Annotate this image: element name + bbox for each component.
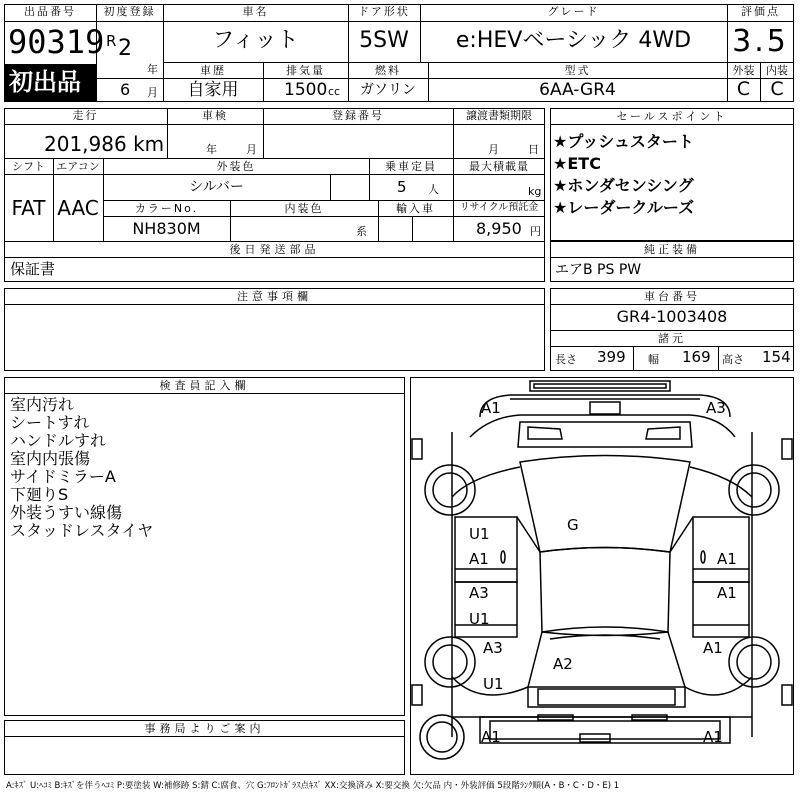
interior-grade-label: 内装	[766, 64, 788, 77]
history: 自家用	[187, 80, 239, 100]
exterior-grade-label: 外装	[732, 64, 755, 77]
mark-front-left: A1	[481, 399, 501, 417]
mark-right-front-door: A1	[717, 550, 737, 568]
mark-left-front-door-upper: U1	[469, 525, 490, 543]
capacity: 5	[397, 178, 407, 196]
recycle-unit: 円	[530, 225, 541, 238]
color-no: NH830M	[132, 219, 201, 238]
inspector-note: 室内汚れ	[10, 395, 75, 414]
inspector-note: シートすれ	[10, 413, 90, 432]
length-label: 長さ	[555, 353, 577, 366]
int-color-label: 内装色	[284, 202, 324, 215]
exterior-grade: C	[736, 78, 751, 100]
listing-number-label: 出品番号	[24, 5, 76, 18]
recycle-fee: 8,950	[476, 219, 522, 238]
width-label: 幅	[648, 353, 659, 366]
score: 3.5	[732, 24, 789, 59]
mark-rear-right: A1	[703, 728, 723, 746]
mark-roof-rear: A2	[553, 655, 573, 673]
inspector-note: スタッドレスタイヤ	[10, 521, 154, 540]
car-outline-diagram	[410, 377, 794, 775]
door-label: ドア形状	[358, 5, 410, 18]
recycle-label: リサイクル預託金	[459, 202, 539, 213]
mark-right-rear-door: A1	[717, 584, 737, 602]
mark-left-rear-door-lower: U1	[469, 610, 490, 628]
height-label: 高さ	[722, 353, 744, 366]
transfer-month-unit: 月	[488, 143, 499, 156]
first-listing-text: 初出品	[9, 68, 81, 96]
transfer-label: 譲渡書類期限	[466, 109, 532, 122]
first-listing-badge	[5, 64, 96, 101]
inspector-note: 下廻りS	[10, 485, 69, 504]
history-label: 車歴	[200, 64, 226, 77]
inspector-notes	[10, 396, 153, 540]
fuel-label: 燃料	[375, 64, 401, 77]
inspector-note: サイドミラーA	[10, 467, 116, 486]
month: 6	[120, 80, 131, 99]
chassis-number: GR4-1003408	[616, 307, 728, 326]
first-reg-label: 初度登録	[103, 5, 156, 18]
fuel: ガソリン	[360, 82, 416, 98]
month-unit: 月	[147, 86, 158, 99]
inspector-note: 室内内張傷	[10, 449, 91, 468]
equipment-label: 純正装備	[644, 243, 700, 256]
inspection-year-unit: 年	[206, 143, 217, 156]
inspection-month-unit: 月	[246, 143, 257, 156]
transfer-day-unit: 日	[528, 143, 539, 156]
inspection-label: 車検	[202, 109, 228, 122]
height: 154	[762, 348, 791, 366]
mark-windshield: G	[567, 516, 579, 534]
sales-points-label: セールスポイント	[616, 110, 728, 123]
capacity-label: 乗車定員	[385, 160, 437, 173]
mileage-label: 走行	[72, 109, 99, 122]
equipment: エアB PS PW	[555, 262, 642, 278]
ext-color-label: 外装色	[216, 160, 256, 173]
inspector-note: ハンドルすれ	[10, 431, 107, 450]
office-label: 事務局よりご案内	[144, 722, 265, 735]
shift: FAT	[11, 196, 46, 220]
door-type: 5SW	[359, 28, 409, 53]
grade: e:HEVベーシック 4WD	[455, 28, 692, 53]
inspector-label: 検査員記入欄	[159, 379, 250, 392]
legend: A:ｷｽﾞ U:ﾍｺﾐ B:ｷｽﾞを伴うﾍｺﾐ P:要塗装 W:補修跡 S:錆 C:腐食、穴 G:ﾌﾛﾝﾄｶﾞﾗｽ点ｷｽﾞ XX:交換済み X:要交換 欠:欠品 内・外装評価 5段階ﾗﾝｸ順(A・B・C・D・E) 1	[6, 781, 620, 791]
interior-grade: C	[770, 78, 784, 100]
listing-number: 90319	[8, 23, 105, 61]
reg-no-label: 登録番号	[332, 109, 384, 122]
length: 399	[597, 348, 626, 366]
displacement-unit: cc	[328, 85, 341, 98]
sales-point-item: ★レーダークルーズ	[553, 198, 695, 217]
grade-label: グレード	[547, 5, 600, 18]
mark-left-rear-door-upper: A3	[469, 584, 489, 602]
mark-rear-left: A1	[481, 728, 501, 746]
import-label: 輸入車	[396, 202, 435, 215]
later-parts: 保証書	[10, 260, 56, 278]
sales-points-list	[553, 131, 694, 219]
model-label: 型式	[564, 64, 591, 77]
ext-color: シルバー	[189, 179, 244, 195]
car-name: フィット	[212, 28, 299, 53]
era: R	[106, 32, 117, 50]
score-label: 評価点	[741, 5, 780, 18]
model: 6AA-GR4	[539, 80, 616, 100]
later-parts-label: 後日発送部品	[229, 243, 320, 256]
max-load-label: 最大積載量	[469, 160, 529, 173]
shift-label: シフト	[12, 160, 45, 173]
mileage: 201,986 km	[44, 132, 165, 156]
max-load-unit: kg	[528, 185, 542, 198]
chassis-label: 車台番号	[644, 290, 700, 303]
color-no-label: カラーNo.	[134, 202, 199, 215]
inspector-note: 外装うすい線傷	[10, 503, 123, 522]
capacity-unit: 人	[428, 183, 439, 196]
mark-right-rear-quarter: A1	[703, 639, 723, 657]
ac: AAC	[57, 196, 99, 220]
year-unit: 年	[147, 63, 158, 76]
mark-left-front-door-lower: A1	[469, 550, 489, 568]
mark-left-rear-quarter: A3	[483, 639, 503, 657]
notes-label: 注意事項欄	[237, 290, 312, 303]
sales-point-item: ★ETC	[553, 154, 601, 173]
width: 169	[682, 348, 711, 366]
displacement-label: 排気量	[286, 64, 325, 77]
dims-label: 諸元	[658, 332, 686, 345]
int-color-suffix: 系	[356, 225, 367, 238]
ac-label: エアコン	[56, 160, 100, 173]
car-name-label: 車名	[242, 5, 269, 18]
mark-front-right: A3	[706, 399, 726, 417]
displacement: 1500	[284, 80, 328, 100]
year: 2	[118, 36, 132, 61]
sales-point-item: ★ホンダセンシング	[553, 176, 694, 195]
mark-left-rear-bottom: U1	[483, 675, 504, 693]
sales-point-item: ★プッシュスタート	[553, 132, 694, 151]
